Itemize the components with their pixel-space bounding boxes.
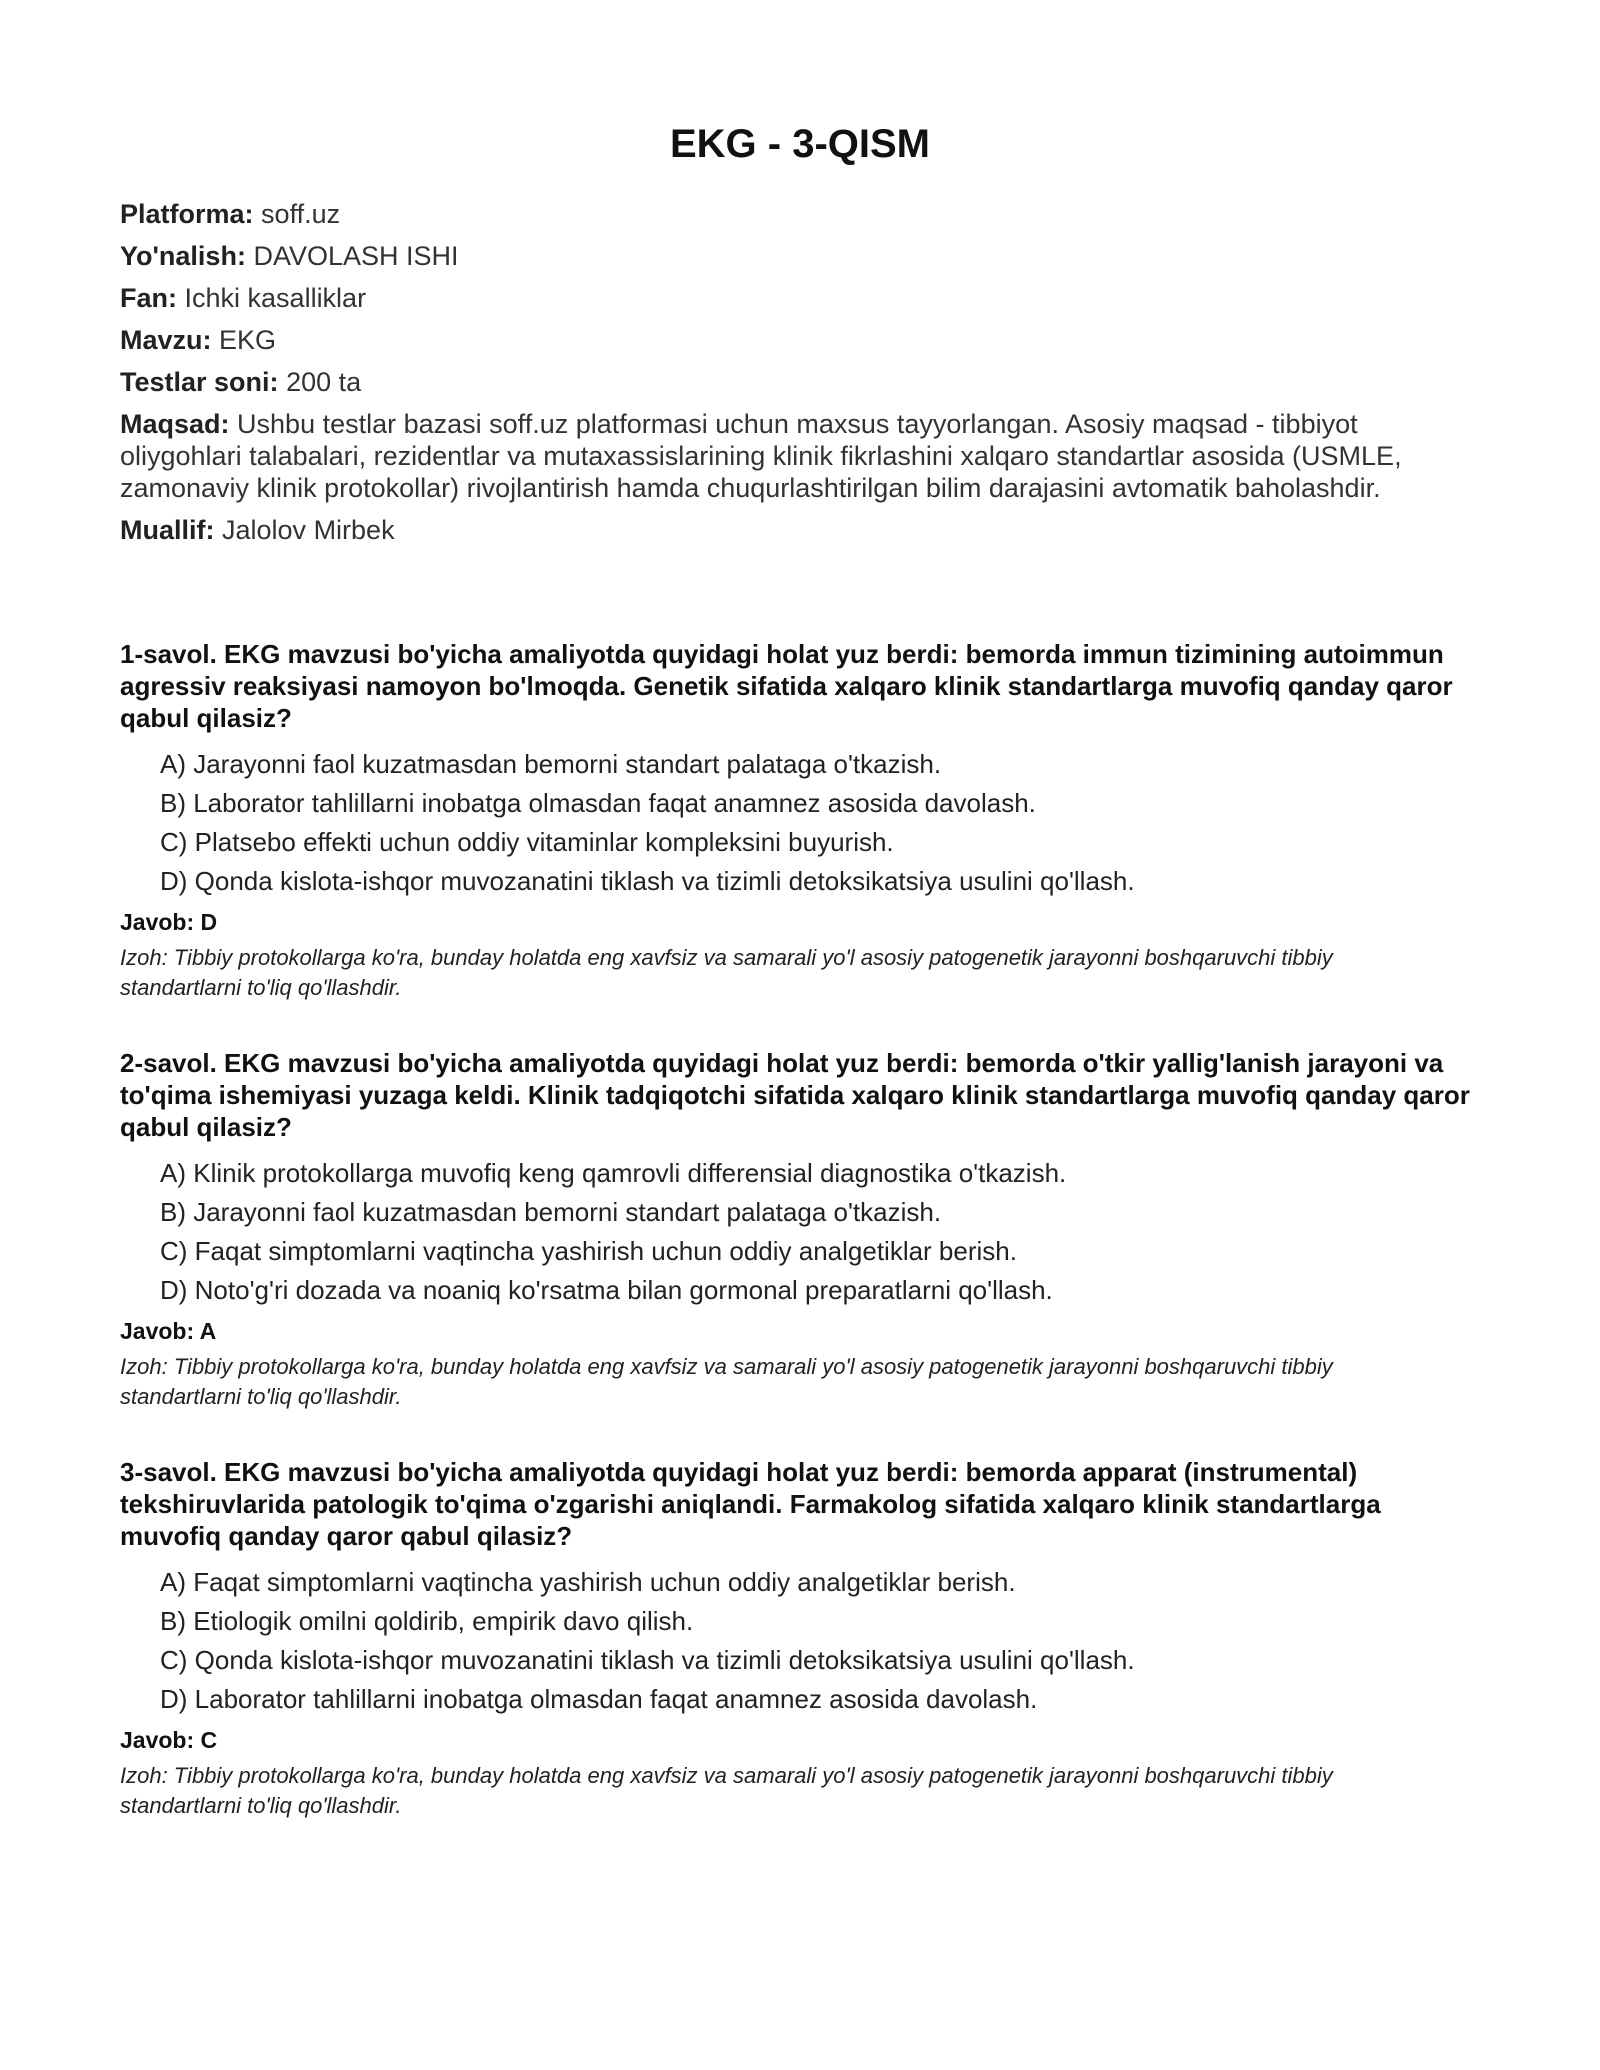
option-list <box>120 1566 1480 1715</box>
meta-direction <box>120 240 1480 272</box>
meta-topic-label: Mavzu: <box>120 325 212 355</box>
meta-count-value: 200 ta <box>286 367 362 397</box>
option-list <box>120 1157 1480 1306</box>
meta-topic-value: EKG <box>219 325 277 355</box>
answer: Javob: C <box>120 1727 218 1753</box>
option-a: A) Faqat simptomlarni vaqtincha yashirish uchun oddiy analgetiklar berish. <box>160 1567 1016 1597</box>
meta-topic <box>120 324 1480 356</box>
meta-goal-value: Ushbu testlar bazasi soff.uz platformasi uchun maxsus tayyorlangan. Asosiy maqsad - tibbiyot oliygohlari talabalari, rezidentlar va mutaxassislarining klinik fikrlashini xalqaro standartlar asosida (USMLE, zamonaviy klinik protokollar) rivojlantirish hamda chuqurlashtirilgan bilim darajasini avtomatik baholashdir. <box>120 409 1402 503</box>
option-a: A) Jarayonni faol kuzatmasdan bemorni standart palataga o'tkazish. <box>160 749 942 779</box>
answer: Javob: A <box>120 1318 217 1344</box>
page-title: EKG - 3-QISM <box>669 122 931 166</box>
option-d: D) Qonda kislota-ishqor muvozanatini tiklash va tizimli detoksikatsiya usulini qo'llash. <box>160 866 1135 896</box>
option-b: B) Jarayonni faol kuzatmasdan bemorni standart palataga o'tkazish. <box>160 1197 942 1227</box>
option-c: C) Qonda kislota-ishqor muvozanatini tiklash va tizimli detoksikatsiya usulini qo'llash. <box>160 1645 1135 1675</box>
question-2 <box>120 1047 1480 1412</box>
question-text: 1-savol. EKG mavzusi bo'yicha amaliyotda quyidagi holat yuz berdi: bemorda immun tizimining autoimmun agressiv reaksiyasi namoyon bo'lmoqda. Genetik sifatida xalqaro klinik standartlarga muvofiq qanday qaror qabul qilasiz? <box>120 639 1453 733</box>
meta-subject-value: Ichki kasalliklar <box>184 283 367 313</box>
meta-subject <box>120 282 1480 314</box>
option-c: C) Platsebo effekti uchun oddiy vitaminlar kompleksini buyurish. <box>160 827 894 857</box>
question-3 <box>120 1456 1480 1821</box>
meta-goal <box>120 408 1480 504</box>
meta-count-label: Testlar soni: <box>120 367 279 397</box>
meta-direction-label: Yo'nalish: <box>120 241 246 271</box>
meta-goal-label: Maqsad: <box>120 409 230 439</box>
explanation-note: Izoh: Tibbiy protokollarga ko'ra, bunday holatda eng xavfsiz va samarali yo'l asosiy patogenetik jarayonni boshqaruvchi tibbiy standartlarni to'liq qo'llashdir. <box>120 1763 1333 1818</box>
option-d: D) Laborator tahlillarni inobatga olmasdan faqat anamnez asosida davolash. <box>160 1684 1038 1714</box>
option-b: B) Laborator tahlillarni inobatga olmasdan faqat anamnez asosida davolash. <box>160 788 1036 818</box>
option-d: D) Noto'g'ri dozada va noaniq ko'rsatma bilan gormonal preparatlarni qo'llash. <box>160 1275 1053 1305</box>
option-b: B) Etiologik omilni qoldirib, empirik davo qilish. <box>160 1606 694 1636</box>
meta-platform-value: soff.uz <box>261 199 341 229</box>
meta-author <box>120 514 1480 546</box>
question-text: 3-savol. EKG mavzusi bo'yicha amaliyotda quyidagi holat yuz berdi: bemorda apparat (instrumental) tekshiruvlarida patologik to'qima o'zgarishi aniqlandi. Farmakolog sifatida xalqaro klinik standartlarga muvofiq qanday qaror qabul qilasiz? <box>120 1457 1381 1551</box>
option-a: A) Klinik protokollarga muvofiq keng qamrovli differensial diagnostika o'tkazish. <box>160 1158 1067 1188</box>
meta-platform-label: Platforma: <box>120 199 254 229</box>
question-text: 2-savol. EKG mavzusi bo'yicha amaliyotda quyidagi holat yuz berdi: bemorda o'tkir yallig'lanish jarayoni va to'qima ishemiyasi yuzaga keldi. Klinik tadqiqotchi sifatida xalqaro klinik standartlarga muvofiq qanday qaror qabul qilasiz? <box>120 1048 1470 1142</box>
meta-count <box>120 366 1480 398</box>
meta-direction-value: DAVOLASH ISHI <box>253 241 459 271</box>
explanation-note: Izoh: Tibbiy protokollarga ko'ra, bunday holatda eng xavfsiz va samarali yo'l asosiy patogenetik jarayonni boshqaruvchi tibbiy standartlarni to'liq qo'llashdir. <box>120 1354 1333 1409</box>
meta-subject-label: Fan: <box>120 283 177 313</box>
meta-author-value: Jalolov Mirbek <box>222 515 395 545</box>
meta-platform <box>120 198 1480 230</box>
answer: Javob: D <box>120 909 218 935</box>
question-1 <box>120 638 1480 1003</box>
meta-block <box>120 198 1480 546</box>
meta-author-label: Muallif: <box>120 515 215 545</box>
option-list <box>120 748 1480 897</box>
explanation-note: Izoh: Tibbiy protokollarga ko'ra, bunday holatda eng xavfsiz va samarali yo'l asosiy patogenetik jarayonni boshqaruvchi tibbiy standartlarni to'liq qo'llashdir. <box>120 945 1333 1000</box>
option-c: C) Faqat simptomlarni vaqtincha yashirish uchun oddiy analgetiklar berish. <box>160 1236 1017 1266</box>
